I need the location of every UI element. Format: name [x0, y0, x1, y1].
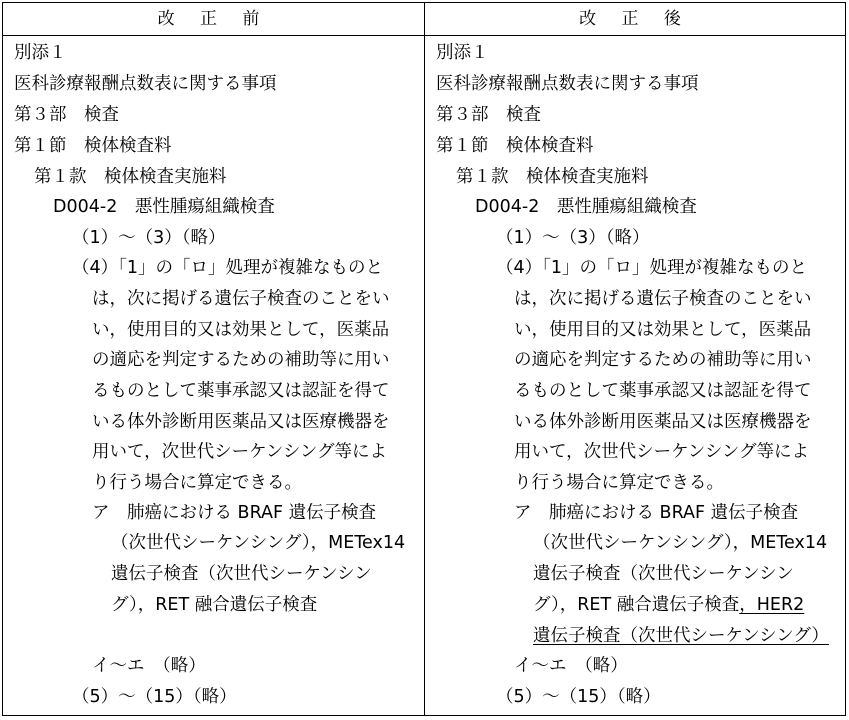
header-after: 改 正 後 [579, 9, 691, 29]
section-title: 医科診療報酬点数表に関する事項 [436, 74, 699, 94]
amended-text-plain: グ），RET 融合遺伝子検査 [533, 595, 740, 615]
list-item-line: （次世代シーケンシング），METex14 [533, 533, 828, 553]
section-title: 医科診療報酬点数表に関する事項 [14, 74, 277, 94]
part-heading: 第３部 検査 [14, 105, 119, 125]
paragraph-line: るものとして薬事承認又は認証を得て [92, 381, 390, 401]
paragraph-line: は，次に掲げる遺伝子検査のことをい [514, 289, 812, 309]
paragraph-line: の適応を判定するための補助等に用い [92, 350, 390, 370]
list-item-a: ア 肺癌における BRAF 遺伝子検査 [92, 503, 377, 523]
paragraph-line: （4）「1」の「ロ」処理が複雑なものと [72, 258, 384, 278]
paragraph-line: （5）～（15）（略） [496, 687, 661, 707]
paragraph-line: り行う場合に算定できる。 [92, 473, 302, 493]
paragraph-line: （1）～（3）（略） [496, 228, 650, 248]
paragraph-line: （1）～（3）（略） [72, 228, 226, 248]
subsection-heading: 第１款 検体検査実施料 [456, 167, 649, 187]
list-item-i-e: イ～エ （略） [514, 656, 628, 676]
amended-text-added: ，HER2 [739, 595, 805, 615]
paragraph-line: い，使用目的又は効果として，医薬品 [514, 320, 812, 340]
paragraph-line: （4）「1」の「ロ」処理が複雑なものと [496, 258, 808, 278]
list-item-a: ア 肺癌における BRAF 遺伝子検査 [514, 503, 799, 523]
item-heading: D004-2 悪性腫瘍組織検査 [475, 197, 697, 217]
amended-line [533, 595, 804, 615]
paragraph-line: い，使用目的又は効果として，医薬品 [92, 320, 390, 340]
list-item-line: グ），RET 融合遺伝子検査 [111, 595, 318, 615]
list-item-line: （次世代シーケンシング），METex14 [111, 533, 406, 553]
paragraph-line: （5）～（15）（略） [72, 687, 237, 707]
paragraph-line: 用いて，次世代シーケンシング等によ [92, 442, 388, 462]
paragraph-line: いる体外診断用医薬品又は医療機器を [514, 412, 812, 432]
part-heading: 第３部 検査 [436, 105, 541, 125]
list-item-line: 遺伝子検査（次世代シーケンシン [533, 564, 794, 584]
attachment-label: 別添１ [436, 43, 489, 63]
comparison-table [2, 2, 846, 716]
section-heading: 第１節 検体検査料 [14, 136, 172, 156]
list-item-line: 遺伝子検査（次世代シーケンシン [111, 564, 372, 584]
amended-line-added: 遺伝子検査（次世代シーケンシング） [533, 626, 829, 646]
attachment-label: 別添１ [14, 43, 67, 63]
subsection-heading: 第１款 検体検査実施料 [34, 167, 227, 187]
section-heading: 第１節 検体検査料 [436, 136, 594, 156]
paragraph-line: り行う場合に算定できる。 [514, 473, 724, 493]
paragraph-line: 用いて，次世代シーケンシング等によ [514, 442, 810, 462]
paragraph-line: るものとして薬事承認又は認証を得て [514, 381, 812, 401]
column-divider [424, 3, 425, 715]
header-before: 改 正 前 [157, 9, 270, 29]
list-item-i-e: イ～エ （略） [92, 656, 206, 676]
paragraph-line: の適応を判定するための補助等に用い [514, 350, 812, 370]
paragraph-line: いる体外診断用医薬品又は医療機器を [92, 412, 390, 432]
paragraph-line: は，次に掲げる遺伝子検査のことをい [92, 289, 390, 309]
item-heading: D004-2 悪性腫瘍組織検査 [53, 197, 275, 217]
